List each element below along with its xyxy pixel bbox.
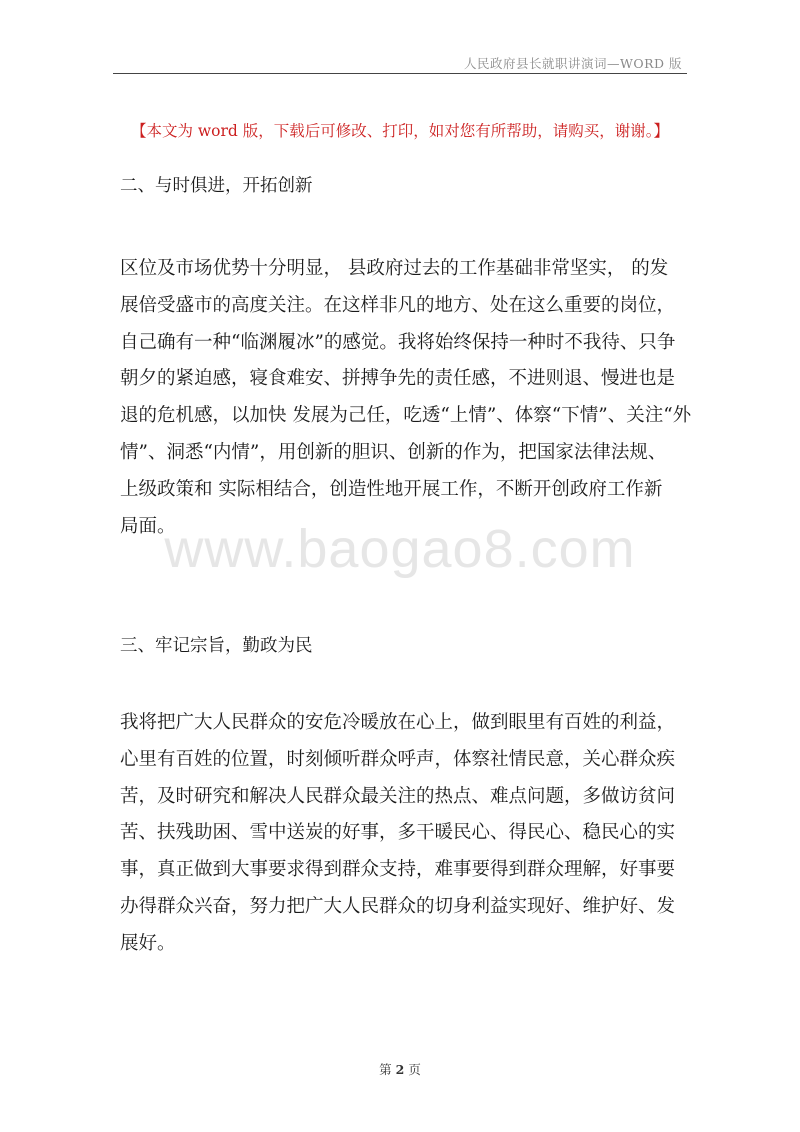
paragraph-line: 自己确有一种“临渊履冰”的感觉。我将始终保持一种时不我待、只争 [120,331,676,353]
watermark: www.baogao8.com [164,519,636,579]
page-footer [0,1060,800,1078]
paragraph-line: 退的危机感，以加快 发展为己任，吃透“上情”、体察“下情”、关注“外 [120,405,692,427]
page-number-prefix: 第 [379,1062,392,1077]
paragraph-line: 苦、扶残助困、雪中送炭的好事，多干暖民心、得民心、稳民心的实 [120,822,676,844]
paragraph-line: 朝夕的紧迫感，寝食难安、拼搏争先的责任感，不进则退、慢进也是 [120,368,676,390]
paragraph-line: 区位及市场优势十分明显， 县政府过去的工作基础非常坚实， 的发 [120,258,669,279]
page-number: 2 [395,1062,405,1077]
paragraph-line: 苦，及时研究和解决人民群众最关注的热点、难点问题，多做访贫问 [120,785,676,807]
paragraph-line: 我将把广大人民群众的安危冷暖放在心上，做到眼里有百姓的利益， [120,712,676,733]
paragraph-line: 事，真正做到大事要求得到群众支持，难事要得到群众理解，好事要 [120,859,676,881]
paragraph-line: 心里有百姓的位置，时刻倾听群众呼声，体察社情民意，关心群众疾 [120,748,676,770]
paragraph-line: 情”、洞悉“内情”，用创新的胆识、创新的作为，把国家法律法规、 [120,441,667,463]
paragraph-line: 局面。 [120,515,176,537]
section-heading-3: 三、牢记宗旨，勤政为民 [120,636,313,656]
paragraph-line: 展倍受盛市的高度关注。在这样非凡的地方、处在这么重要的岗位， [120,294,676,316]
paragraph-line: 展好。 [120,932,176,954]
header-divider [113,73,687,74]
paragraph-line: 上级政策和 实际相结合，创造性地开展工作，不断开创政府工作新 [120,478,663,500]
paragraph-line: 办得群众兴奋，努力把广大人民群众的切身利益实现好、维护好、发 [120,895,676,917]
section-3-paragraph [120,705,690,963]
section-heading-2: 二、与时俱进，开拓创新 [120,176,313,196]
section-2-paragraph [120,251,690,545]
page-header-title: 人民政府县长就职讲演词—WORD 版 [463,56,682,71]
download-notice: 【本文为 word 版，下载后可修改、打印，如对您有所帮助，请购买，谢谢。】 [130,122,670,140]
page-number-suffix: 页 [408,1062,421,1077]
